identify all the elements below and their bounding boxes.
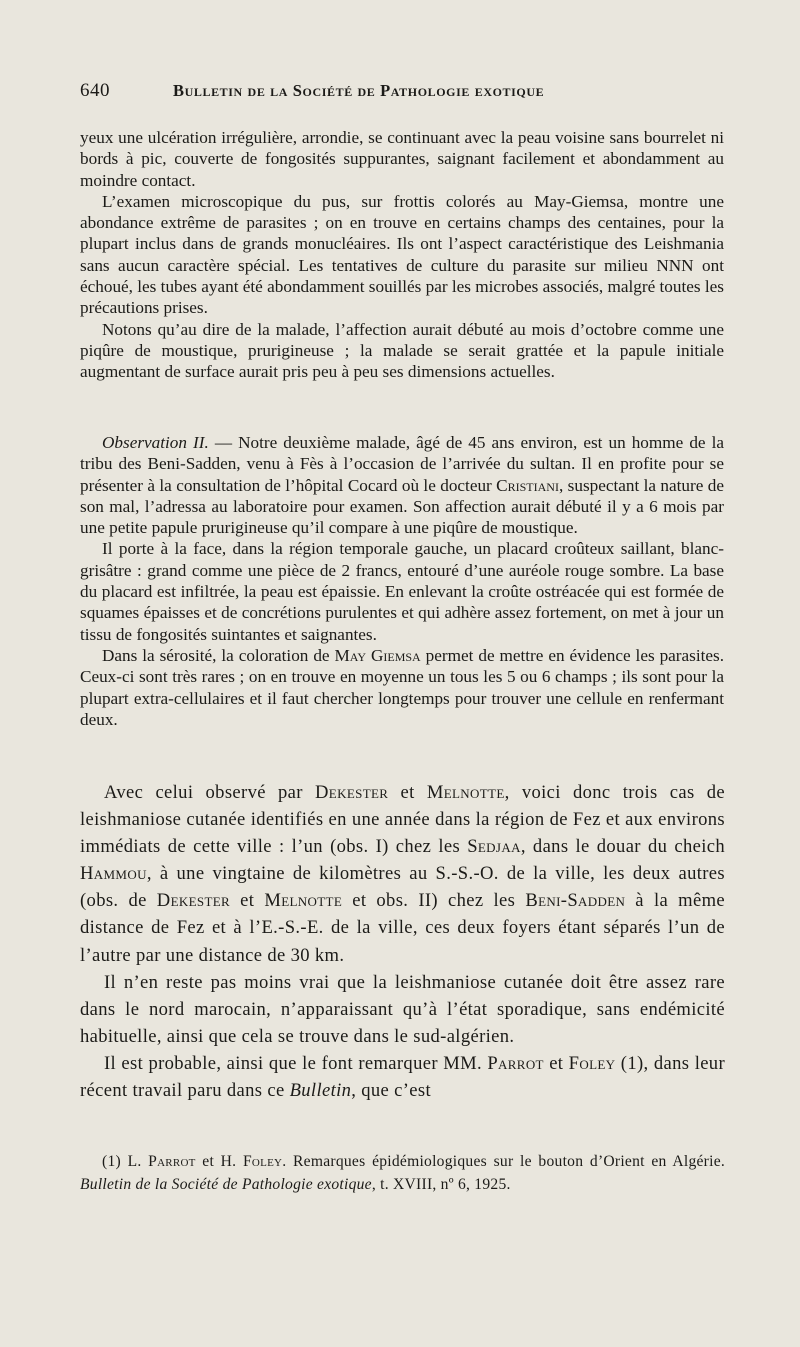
running-head <box>80 80 730 106</box>
text-run: Il est probable, ainsi que le font remarquer MM. <box>104 1052 488 1074</box>
text-run: (1) L. <box>102 1153 149 1170</box>
author-name: Parrot <box>487 1052 544 1074</box>
italic-title: Bulletin de la Société de Pathologie exotique <box>80 1176 372 1194</box>
text-run: , à une vingtaine de kilomètres au S.-S.-O. de la ville, les deux autres (obs. de <box>80 863 725 912</box>
observation-two <box>80 432 724 730</box>
observation-text-a: — Notre deuxième malade, âgé de 45 ans environ, est un homme de la tribu des Beni-Sadden, venu à Fès à l’occasion de l’arrivée du sultan. Il en profite pour se présenter à la consultation de l’hôpital Cocard où le docteur <box>80 433 724 495</box>
author-name: Foley <box>568 1052 616 1074</box>
text-run: , t. XVIII, nº 6, 1925. <box>371 1176 511 1194</box>
paragraph-staining <box>80 645 724 730</box>
discussion <box>80 779 725 1104</box>
staining-text-b: permet de mettre en évidence les parasites. Ceux-ci sont très rares ; on en trouve en moyenne un tous les 5 ou 6 champs ; ils sont pour la plupart extra-cellulaires et il faut chercher longtemps pour trouver une cellule en renfermant deux. <box>80 645 725 729</box>
footnotes <box>80 1150 725 1197</box>
author-name: Melnotte <box>264 890 343 912</box>
author-name: Foley <box>242 1153 283 1170</box>
author-name: Dekester <box>156 890 231 912</box>
paragraph-history: Notons qu’au dire de la malade, l’affection aurait débuté au mois d’octobre comme une piqûre de moustique, prurigineuse ; la malade se serait grattée et la papule initiale augmentant de surface aurait pris peu à peu ses dimensions actuelles. <box>80 319 724 382</box>
text-run: (1), dans leur récent travail paru dans ce <box>80 1052 726 1102</box>
text-run: , voici donc trois cas de leishmaniose cutanée identifiés en une année dans la région de Fez et aux environs immédiats de cette ville : l’un (obs. I) chez les <box>80 782 725 858</box>
text-run: et obs. II) chez les <box>342 890 526 912</box>
staining-text-a: Dans la sérosité, la coloration de <box>102 645 335 665</box>
paragraph-microscopy: L’examen microscopique du pus, sur frottis colorés au May-Giemsa, montre une abondance extrême de parasites ; on en trouve en certains champs des centaines, pour la plupart inclus dans de grands monucléaires. Ils ont l’aspect caractéristique des Leishmania sans aucun caractère spécial. Les tentatives de culture du parasite sur milieu NNN ont échoué, les tubes ayant été abondamment souillés par les microbes associés, malgré toutes les précautions prises. <box>80 191 724 318</box>
paragraph-three-cases <box>80 779 725 969</box>
text-run: et <box>230 890 265 912</box>
text-run: à la même distance de Fez et à l’E.-S.-E. de la ville, ces deux foyers étant séparés l’un de l’autre par une distance de 30 km. <box>80 890 725 966</box>
author-name: Parrot <box>148 1153 196 1170</box>
paragraph-lesion-description: Il porte à la face, dans la région temporale gauche, un placard croûteux saillant, blanc-grisâtre : grand comme une pièce de 2 francs, entouré d’une auréole rouge sombre. La base du placard est infiltrée, la peau est épaissie. En enlevant la croûte ostréacée qui est formée de squames épaisses et de concrétions purulentes et qui adhère assez fortement, on met à jour un tissu de fongosités suintantes et saignantes. <box>80 539 724 644</box>
case-one-continuation <box>80 127 724 383</box>
author-name: Dekester <box>315 782 389 803</box>
paragraph-ulceration: yeux une ulcération irrégulière, arrondie, se continuant avec la peau voisine sans bourrelet ni bords à pic, couverte de fongosités suppurantes, saignant facilement et abondamment au moindre contact. <box>80 128 724 190</box>
observation-text-b: , suspectant la nature de son mal, l’adressa au laboratoire pour examen. Son affection aurait débuté il y a 6 mois par une petite papule prurigineuse qu’il compare à une piqûre de moustique. <box>80 475 724 538</box>
text-run: et <box>388 782 427 803</box>
text-run: et <box>543 1052 569 1074</box>
paragraph-observation-intro <box>80 432 724 538</box>
text-run: , que c’est <box>351 1080 431 1102</box>
author-name: Hammou <box>80 863 147 885</box>
text-run: , dans le douar du cheich <box>520 836 725 858</box>
observation-label: Observation II. <box>102 433 209 452</box>
italic-title: Bulletin <box>289 1080 352 1102</box>
author-name: Beni-Sadden <box>525 890 626 912</box>
text-run: et H. <box>195 1153 243 1170</box>
author-name-cristiani: Cristiani <box>496 475 559 495</box>
paragraph-rarity: Il n’en reste pas moins vrai que la leishmaniose cutanée doit être assez rare dans le nord marocain, n’apparaissant qu’à l’état sporadique, sans endémicité habituelle, ainsi que cela se trouve dans le sud-algérien. <box>80 971 725 1047</box>
footnote-1 <box>80 1150 725 1197</box>
paragraph-probable <box>80 1050 725 1104</box>
journal-title: Bulletin de la Société de Pathologie exotique <box>173 81 545 100</box>
page-number: 640 <box>80 80 110 101</box>
author-name: Melnotte <box>426 782 505 803</box>
author-name: Sedjaa <box>467 836 521 858</box>
text-run: Avec celui observé par <box>104 782 316 803</box>
text-run: . Remarques épidémiologiques sur le bouton d’Orient en Algérie. <box>282 1153 726 1170</box>
stain-name: May Giemsa <box>334 645 421 665</box>
